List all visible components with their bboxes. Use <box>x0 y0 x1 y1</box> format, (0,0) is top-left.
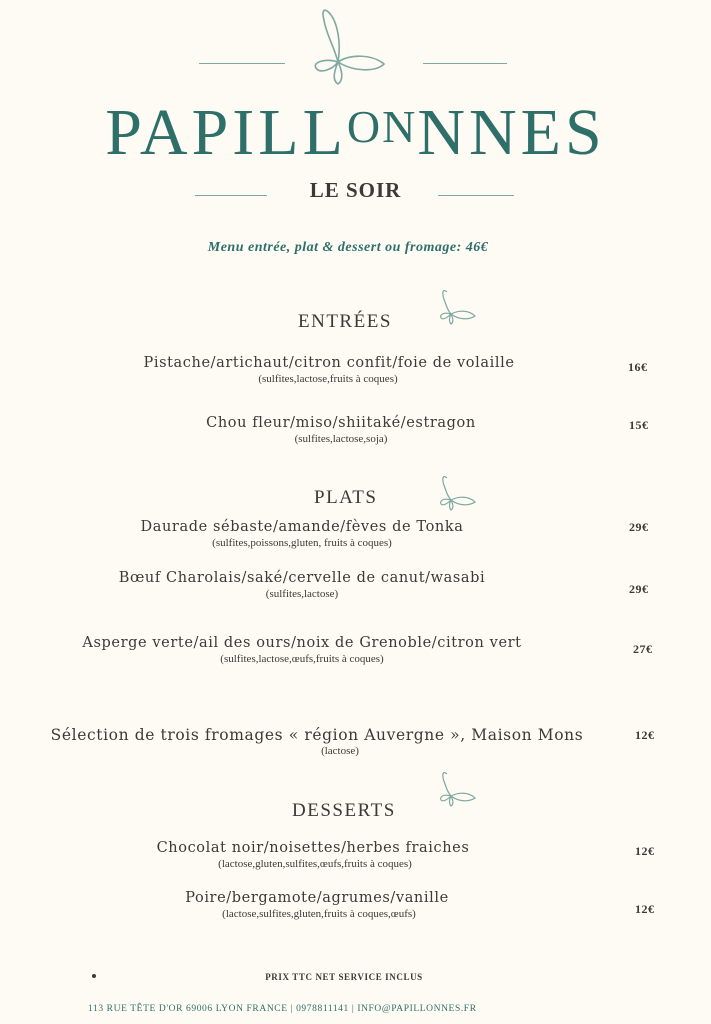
entree-1-allergens: (sulfites,lactose,fruits à coques) <box>258 373 398 385</box>
entree-2-name: Chou fleur/miso/shiitaké/estragon <box>206 415 476 431</box>
plat-1-name: Daurade sébaste/amande/fèves de Tonka <box>140 519 464 535</box>
entree-2-allergens: (sulfites,lactose,soja) <box>294 433 388 445</box>
dessert-2-allergens: (lactose,sulfites,gluten,fruits à coques,œufs) <box>222 908 416 920</box>
entree-1-price: 16€ <box>628 360 648 374</box>
fromage-name: Sélection de trois fromages « région Auvergne », Maison Mons <box>50 726 584 744</box>
brand-name: PAPILLONNNES <box>105 96 606 169</box>
butterfly-icon <box>437 474 477 512</box>
dessert-2-name: Poire/bergamote/agrumes/vanille <box>185 890 449 906</box>
plat-3-allergens: (sulfites,lactose,œufs,fruits à coques) <box>220 653 384 665</box>
dessert-2-price: 12€ <box>635 902 655 916</box>
plat-1-allergens: (sulfites,poissons,gluten, fruits à coques) <box>212 537 392 549</box>
header-rule-right-top <box>423 63 507 64</box>
plat-3-price: 27€ <box>633 642 653 656</box>
fromage-price: 12€ <box>635 728 655 742</box>
footer-note: PRIX TTC NET SERVICE INCLUS <box>265 972 423 982</box>
plat-2-allergens: (sulfites,lactose) <box>265 588 339 600</box>
footer-address: 113 RUE TÊTE D'OR 69006 LYON FRANCE | 0978811141 | INFO@PAPILLONNES.FR <box>88 1004 477 1014</box>
dessert-1-allergens: (lactose,gluten,sulfites,œufs,fruits à coques) <box>218 858 412 870</box>
section-desserts-title: DESSERTS <box>292 800 396 821</box>
section-entrees-title: ENTRÉES <box>298 311 392 332</box>
plat-3-name: Asperge verte/ail des ours/noix de Grenoble/citron vert <box>82 635 522 651</box>
menu-subtitle: LE SOIR <box>309 178 402 202</box>
entree-2-price: 15€ <box>629 418 649 432</box>
butterfly-icon <box>437 770 477 808</box>
dessert-1-price: 12€ <box>635 844 655 858</box>
menu-offer: Menu entrée, plat & dessert ou fromage: 46€ <box>207 240 489 255</box>
plat-2-name: Bœuf Charolais/saké/cervelle de canut/wasabi <box>118 570 486 586</box>
header-rule-left-top <box>199 63 285 64</box>
entree-1-name: Pistache/artichaut/citron confit/foie de volaille <box>143 355 515 371</box>
dessert-1-name: Chocolat noir/noisettes/herbes fraiches <box>156 840 470 856</box>
butterfly-logo-icon <box>310 6 394 88</box>
plat-1-price: 29€ <box>629 520 649 534</box>
fromage-allergens: (lactose) <box>321 745 359 757</box>
butterfly-icon <box>437 288 477 326</box>
plat-2-price: 29€ <box>629 582 649 596</box>
section-plats-title: PLATS <box>314 487 378 508</box>
